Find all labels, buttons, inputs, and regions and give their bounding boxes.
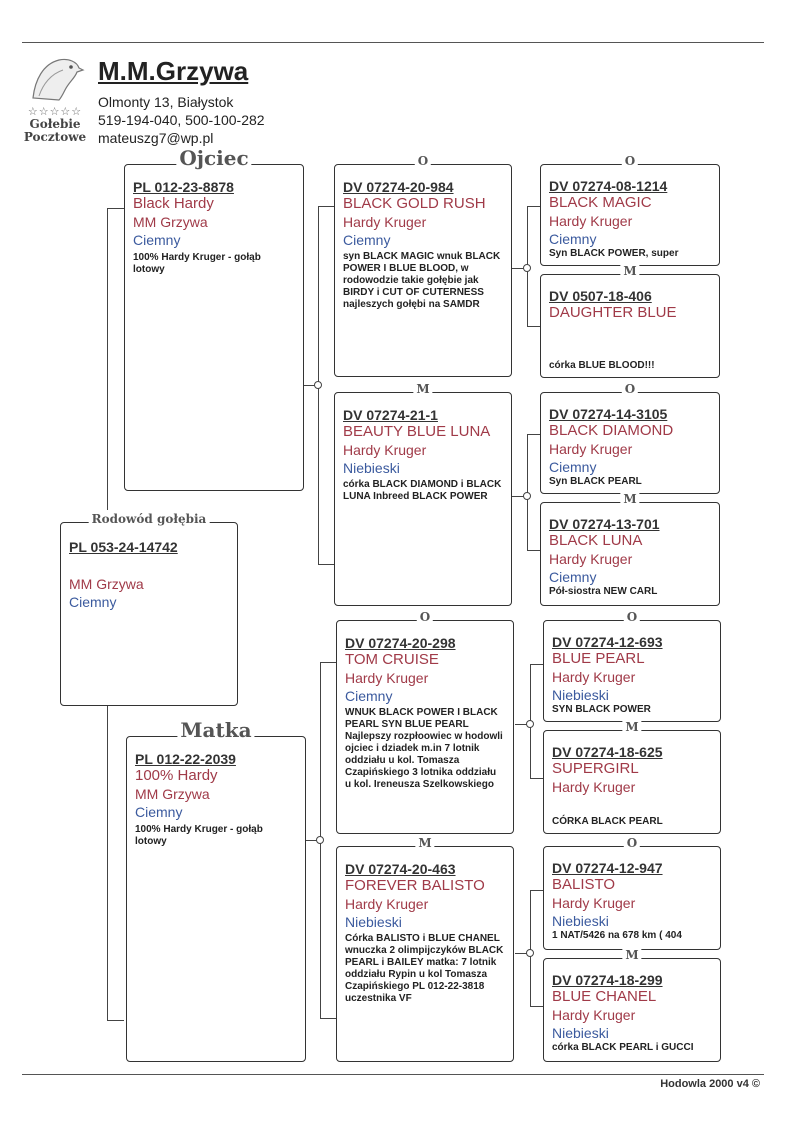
gp-fm-color: Niebieski [343,460,400,476]
ggp-mmf-legend: O [624,834,640,852]
ggp-ffm-ring: DV 0507-18-406 [549,288,652,304]
subject-card [60,512,238,706]
connector-subject-to-father [107,208,124,209]
connector-mm-a [530,890,543,891]
ggp-fmf-ring: DV 07274-14-3105 [549,406,668,422]
ggp-mfm-note: CÓRKA BLACK PEARL [552,816,663,827]
ggp-mmf-breeder: Hardy Kruger [552,895,636,911]
subject-legend: Rodowód gołębia [89,510,210,528]
ggp-fff-ring: DV 07274-08-1214 [549,178,668,194]
connector-mf-b [530,778,543,779]
subject-ring: PL 053-24-14742 [69,539,178,555]
pigeon-head-icon [25,52,85,102]
subject-breeder: MM Grzywa [69,576,144,592]
connector-subject-to-mother [107,1020,124,1021]
gp-mf-breeder: Hardy Kruger [345,670,429,686]
mother-card [126,718,306,1062]
ggp-fmm-color: Ciemny [549,569,597,585]
connector-mother-to-mm [320,1018,336,1019]
father-color: Ciemny [133,232,181,248]
ggp-fff-legend: O [622,152,638,170]
gp-fm-card [334,382,512,606]
ggp-mmm-ring: DV 07274-18-299 [552,972,663,988]
connector-dot [523,264,531,272]
ggp-mmm-breeder: Hardy Kruger [552,1007,636,1023]
mother-color: Ciemny [135,804,183,820]
ggp-fff-card [540,154,720,266]
ggp-mff-card [543,610,721,722]
ggp-fmf-note: Syn BLACK PEARL [549,476,642,487]
gp-fm-breeder: Hardy Kruger [343,442,427,458]
mother-legend: Matka [177,721,254,739]
gp-mf-legend: O [417,608,433,626]
ggp-mff-legend: O [624,608,640,626]
mother-breeder: MM Grzywa [135,786,210,802]
ggp-mmm-card [543,948,721,1062]
gp-mf-color: Ciemny [345,688,393,704]
owner-address: Olmonty 13, Białystok [98,94,234,110]
connector-dot [526,720,534,728]
ggp-mmm-name: BLUE CHANEL [552,988,657,1005]
ggp-fmm-legend: M [620,490,639,508]
gp-ff-legend: O [415,152,431,170]
connector-ff-b [527,326,540,327]
ggp-fff-breeder: Hardy Kruger [549,213,633,229]
gp-fm-legend: M [413,380,432,398]
logo-text-2: Pocztowe [23,130,87,144]
connector-mf-a [530,664,543,665]
gp-mf-name: TOM CRUISE [345,651,439,668]
ggp-mfm-legend: M [622,718,641,736]
gp-ff-note: syn BLACK MAGIC wnuk BLACK POWER I BLUE BLOOD, w rodowodzie takie gołębie jak BIRDY i CUT OF CUTERNESS najleszych gołębi na SAMDR [343,251,501,310]
ggp-mmf-color: Niebieski [552,913,609,929]
owner-name: M.M.Grzywa [98,56,249,86]
gp-fm-name: BEAUTY BLUE LUNA [343,423,491,440]
gp-mm-breeder: Hardy Kruger [345,896,429,912]
father-ring: PL 012-23-8878 [133,179,234,195]
ggp-mff-ring: DV 07274-12-693 [552,634,663,650]
gp-mm-note: Córka BALISTO i BLUE CHANEL wnuczka 2 olimpijczyków BLACK PEARL i BAILEY matka: 7 lotnik oddziału Rypin u kol Tomasza Czapińskiego PL 012-22-3818 uczestnika VF [345,933,504,1004]
owner-email: mateuszg7@wp.pl [98,130,214,146]
owner-phones: 519-194-040, 500-100-282 [98,112,265,128]
gp-fm-ring: DV 07274-21-1 [343,407,438,423]
ggp-mff-note: SYN BLACK POWER [552,704,651,715]
ggp-mmf-name: BALISTO [552,876,616,893]
ggp-fmf-name: BLACK DIAMOND [549,422,674,439]
gp-fm-note: córka BLACK DIAMOND i BLACK LUNA Inbreed BLACK POWER [343,479,502,502]
mother-note: 100% Hardy Kruger - gołąb lotowy [135,824,263,847]
ggp-fmf-color: Ciemny [549,459,597,475]
gp-ff-card [334,154,512,377]
ggp-mmf-note: 1 NAT/5426 na 678 km ( 404 [552,930,682,941]
father-note: 100% Hardy Kruger - gołąb lotowy [133,252,261,275]
ggp-ffm-card [540,264,720,378]
ggp-mmm-color: Niebieski [552,1025,609,1041]
ggp-fmf-legend: O [622,380,638,398]
gp-mm-ring: DV 07274-20-463 [345,861,456,877]
ggp-mfm-card [543,720,721,834]
logo-stars: ☆☆☆☆☆ [27,105,83,118]
connector-dot [314,381,322,389]
connector-father-to-fm [318,564,334,565]
ggp-fmm-card [540,492,720,606]
connector-fm-b [527,550,540,551]
father-card [124,146,304,491]
top-rule [22,42,764,43]
ggp-fmm-breeder: Hardy Kruger [549,551,633,567]
ggp-ffm-legend: M [620,262,639,280]
gp-ff-name: BLACK GOLD RUSH [343,195,486,212]
ggp-ffm-note: córka BLUE BLOOD!!! [549,360,655,371]
ggp-fff-note: Syn BLACK POWER, super [549,248,679,259]
gp-ff-breeder: Hardy Kruger [343,214,427,230]
connector-dot [523,492,531,500]
logo [18,52,92,144]
footer-text: Hodowla 2000 v4 © [660,1078,760,1090]
gp-mf-note: WNUK BLACK POWER I BLACK PEARL SYN BLUE PEARL Najlepszy rozpłoowiec w hodowli ojciec i dziadek m.in 7 lotnik oddziału u kol. Tomasza Czapińskiego 3 lotnika oddziału u kol. Ireneusza Szelkowskiego [345,707,503,790]
mother-ring: PL 012-22-2039 [135,751,236,767]
ggp-mfm-name: SUPERGIRL [552,760,639,777]
ggp-fmm-name: BLACK LUNA [549,532,643,549]
father-breeder: MM Grzywa [133,214,208,230]
father-legend: Ojciec [176,149,251,167]
ggp-mff-color: Niebieski [552,687,609,703]
connector-dot [526,949,534,957]
gp-ff-color: Ciemny [343,232,391,248]
connector-ff-a [527,206,540,207]
gp-mm-legend: M [415,834,434,852]
connector-mm [530,890,531,1006]
logo-text-1: Gołebie [29,117,81,131]
connector-mother-to-mf [320,662,336,663]
gp-ff-ring: DV 07274-20-984 [343,179,454,195]
ggp-fmf-breeder: Hardy Kruger [549,441,633,457]
connector-fm-a [527,434,540,435]
ggp-mfm-ring: DV 07274-18-625 [552,744,663,760]
ggp-mmf-card [543,836,721,950]
gp-mf-card [336,610,514,834]
ggp-mmm-legend: M [622,946,641,964]
connector-mm-b [530,1006,543,1007]
ggp-mmf-ring: DV 07274-12-947 [552,860,663,876]
connector-dot [316,836,324,844]
ggp-mff-breeder: Hardy Kruger [552,669,636,685]
connector-father-to-ff [318,206,334,207]
ggp-fmf-card [540,382,720,494]
ggp-fff-color: Ciemny [549,231,597,247]
ggp-fmm-note: Pół-siostra NEW CARL [549,586,658,597]
ggp-fmm-ring: DV 07274-13-701 [549,516,660,532]
ggp-ffm-name: DAUGHTER BLUE [549,304,677,321]
ggp-mmm-note: córka BLACK PEARL i GUCCI [552,1042,694,1053]
father-name: Black Hardy [133,195,214,212]
gp-mm-card [336,836,514,1062]
subject-color: Ciemny [69,594,117,610]
ggp-mfm-breeder: Hardy Kruger [552,779,636,795]
gp-mm-name: FOREVER BALISTO [345,877,485,894]
gp-mm-color: Niebieski [345,914,402,930]
mother-name: 100% Hardy [135,767,218,784]
bottom-rule [22,1074,764,1075]
ggp-fff-name: BLACK MAGIC [549,194,652,211]
ggp-mff-name: BLUE PEARL [552,650,645,667]
gp-mf-ring: DV 07274-20-298 [345,635,456,651]
